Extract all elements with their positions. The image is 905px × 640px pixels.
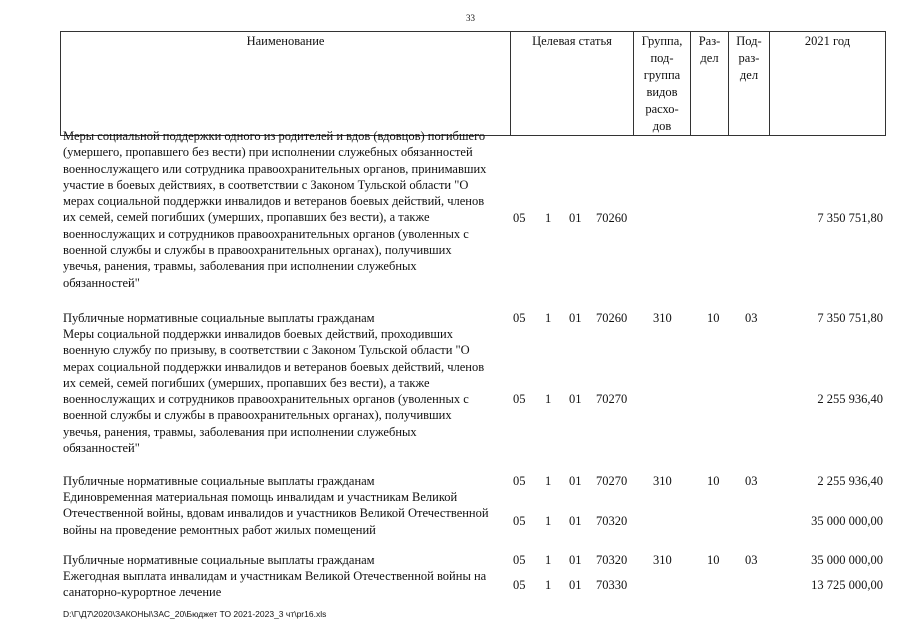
amount: 35 000 000,00 bbox=[811, 553, 883, 567]
row-name-line: обязанностей" bbox=[63, 441, 140, 456]
row-name bbox=[63, 310, 508, 326]
row-name bbox=[63, 489, 508, 538]
csr-subprogram: 1 bbox=[545, 211, 552, 225]
file-path-footer: D:\Г\Д7\2020\ЗАКОНЫ\ЗАС_20\Бюджет ТО 2021-2023_3 чт\pr16.xls bbox=[63, 609, 327, 619]
amount: 2 255 936,40 bbox=[817, 474, 883, 488]
row-name-line: увечья, ранения, травмы, заболевания при исполнении служебных bbox=[63, 424, 417, 439]
header-section bbox=[691, 32, 729, 136]
header-group-line: видов bbox=[646, 85, 678, 99]
row-name-line: военной службы и службы в правоохранительных органах), получивших bbox=[63, 243, 452, 258]
csr-direction: 70320 bbox=[596, 514, 628, 528]
header-group-line: группа bbox=[643, 68, 681, 82]
csr-main-event: 01 bbox=[569, 578, 582, 592]
row-name-line: Меры социальной поддержки инвалидов боевых действий, проходивших bbox=[63, 327, 453, 341]
row-name bbox=[63, 473, 508, 489]
csr-program: 05 bbox=[513, 211, 526, 225]
subsection-code: 03 bbox=[745, 311, 758, 325]
header-target-article bbox=[511, 32, 634, 136]
csr-subprogram: 1 bbox=[545, 514, 552, 528]
row-name-line: военнослужащего или сотрудника правоохранительных органов, принимавших bbox=[63, 161, 487, 176]
csr-subprogram: 1 bbox=[545, 474, 552, 488]
header-group-line: расхо- bbox=[645, 102, 679, 116]
row-name-line: мерах социальной поддержки инвалидов и ветеранов боевых действий, членов bbox=[63, 359, 485, 374]
row-name-line: военную службу по призыву, в соответствии с Законом Тульской области "О bbox=[63, 343, 470, 358]
row-name-line: Единовременная материальная помощь инвалидам и участникам Великой bbox=[63, 490, 458, 504]
csr-program: 05 bbox=[513, 578, 526, 592]
header-year-label: 2021 год bbox=[804, 34, 851, 48]
row-name-line: участие в боевых действиях, в соответствии с Законом Тульской области "О bbox=[63, 177, 469, 192]
csr-main-event: 01 bbox=[569, 474, 582, 488]
amount: 13 725 000,00 bbox=[811, 578, 883, 592]
amount: 7 350 751,80 bbox=[817, 211, 883, 225]
csr-program: 05 bbox=[513, 311, 526, 325]
row-name-line: мерах социальной поддержки инвалидов и ветеранов боевых действий, членов bbox=[63, 194, 485, 209]
csr-program: 05 bbox=[513, 553, 526, 567]
header-target-article-label: Целевая статья bbox=[532, 34, 612, 48]
csr-main-event: 01 bbox=[569, 553, 582, 567]
csr-direction: 70260 bbox=[596, 211, 628, 225]
table-header bbox=[60, 31, 886, 136]
csr-direction: 70320 bbox=[596, 553, 628, 567]
csr-program: 05 bbox=[513, 514, 526, 528]
header-group-line: под- bbox=[650, 51, 674, 65]
csr-subprogram: 1 bbox=[545, 311, 552, 325]
csr-main-event: 01 bbox=[569, 392, 582, 406]
row-name-line: Публичные нормативные социальные выплаты гражданам bbox=[63, 474, 375, 488]
row-name-line: санаторно-курортное лечение bbox=[63, 585, 222, 600]
row-name-line: обязанностей" bbox=[63, 275, 140, 290]
csr-program: 05 bbox=[513, 392, 526, 406]
row-name-line: увечья, ранения, травмы, заболевания при исполнении служебных bbox=[63, 259, 417, 274]
header-section-line: дел bbox=[700, 51, 719, 65]
header-group-line: дов bbox=[652, 119, 672, 133]
header-name-label: Наименование bbox=[246, 34, 325, 48]
csr-direction: 70330 bbox=[596, 578, 628, 592]
page-number: 33 bbox=[466, 13, 475, 23]
csr-direction: 70270 bbox=[596, 474, 628, 488]
row-name-line: военнослужащих и сотрудников правоохранительных органов (уволенных с bbox=[63, 226, 469, 241]
row-name bbox=[63, 552, 508, 568]
section-code: 10 bbox=[707, 474, 720, 488]
csr-main-event: 01 bbox=[569, 211, 582, 225]
row-name bbox=[63, 326, 508, 456]
amount: 7 350 751,80 bbox=[817, 311, 883, 325]
header-group-line: Группа, bbox=[641, 34, 683, 48]
header-year bbox=[770, 32, 886, 136]
amount: 2 255 936,40 bbox=[817, 392, 883, 406]
header-subsection-line: раз- bbox=[738, 51, 760, 65]
row-name-line: Меры социальной поддержки одного из родителей и вдов (вдовцов) погибшего bbox=[63, 129, 486, 143]
header-group bbox=[634, 32, 691, 136]
amount: 35 000 000,00 bbox=[811, 514, 883, 528]
header-subsection-line: дел bbox=[739, 68, 759, 82]
row-name bbox=[63, 128, 508, 291]
row-name-line: Публичные нормативные социальные выплаты гражданам bbox=[63, 311, 375, 325]
row-name-line: их семей, семей погибших (умерших, пропавших без вести), а также bbox=[63, 375, 430, 390]
csr-subprogram: 1 bbox=[545, 553, 552, 567]
csr-program: 05 bbox=[513, 474, 526, 488]
csr-main-event: 01 bbox=[569, 311, 582, 325]
row-name-line: Ежегодная выплата инвалидам и участникам Великой Отечественной войны на bbox=[63, 569, 487, 583]
csr-direction: 70260 bbox=[596, 311, 628, 325]
row-name-line: Публичные нормативные социальные выплаты гражданам bbox=[63, 553, 375, 567]
csr-main-event: 01 bbox=[569, 514, 582, 528]
row-name-line: войны на проведение ремонтных работ жилых помещений bbox=[63, 522, 376, 537]
row-name-line: (умершего, пропавшего без вести) при исполнении служебных обязанностей bbox=[63, 145, 473, 160]
row-name-line: Отечественной войны, вдовам инвалидов и участников Великой Отечественной bbox=[63, 506, 489, 521]
row-name bbox=[63, 568, 508, 601]
expense-group: 310 bbox=[653, 311, 672, 325]
csr-subprogram: 1 bbox=[545, 392, 552, 406]
csr-subprogram: 1 bbox=[545, 578, 552, 592]
row-name-line: военнослужащих и сотрудников правоохранительных органов (уволенных с bbox=[63, 392, 469, 407]
row-name-line: военной службы и службы в правоохранительных органах), получивших bbox=[63, 408, 452, 423]
header-section-line: Раз- bbox=[698, 34, 721, 48]
expense-group: 310 bbox=[653, 474, 672, 488]
row-name-line: их семей, семей погибших (умерших, пропавших без вести), а также bbox=[63, 210, 430, 225]
header-subsection-line: Под- bbox=[736, 34, 762, 48]
subsection-code: 03 bbox=[745, 474, 758, 488]
expense-group: 310 bbox=[653, 553, 672, 567]
header-name bbox=[61, 32, 511, 136]
section-code: 10 bbox=[707, 553, 720, 567]
section-code: 10 bbox=[707, 311, 720, 325]
header-subsection bbox=[729, 32, 770, 136]
csr-direction: 70270 bbox=[596, 392, 628, 406]
subsection-code: 03 bbox=[745, 553, 758, 567]
